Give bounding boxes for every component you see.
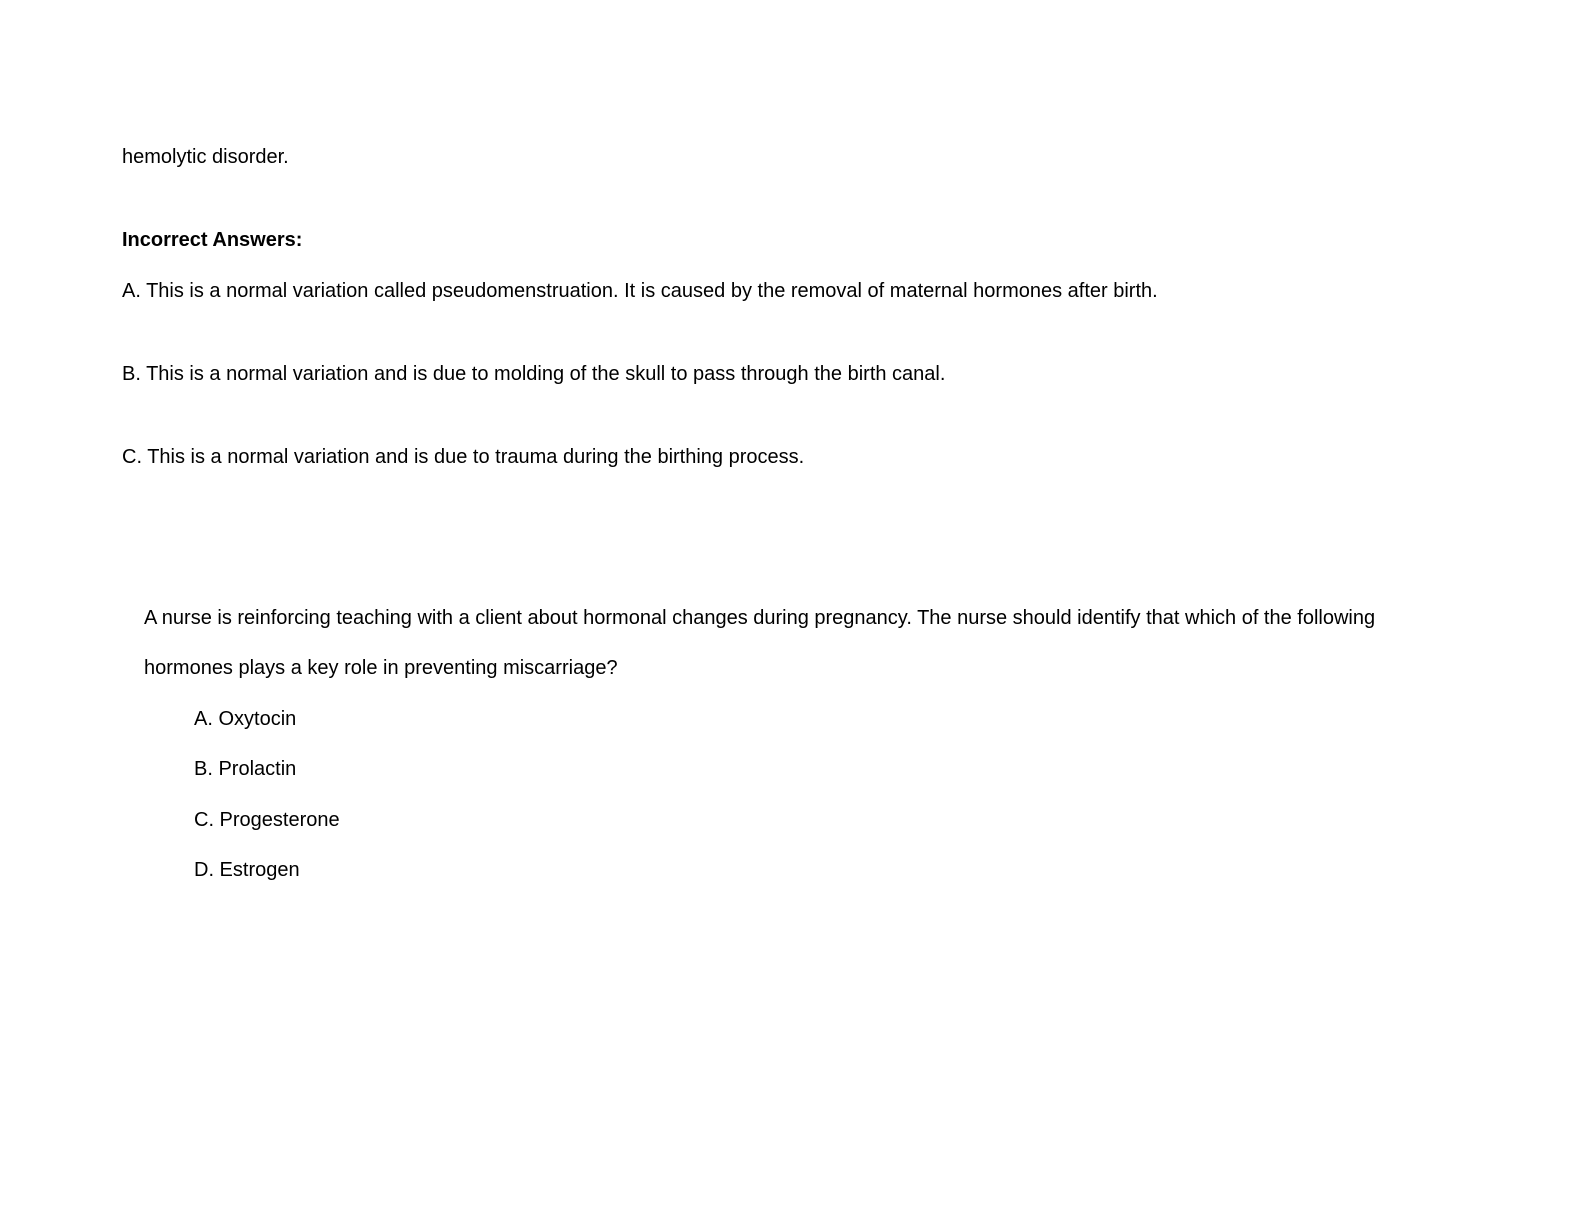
incorrect-answers-heading: Incorrect Answers:	[122, 229, 303, 251]
option-b: B. Prolactin	[194, 758, 297, 780]
incorrect-answer-c: C. This is a normal variation and is due to trauma during the birthing process.	[122, 446, 805, 468]
option-a: A. Oxytocin	[194, 708, 297, 730]
option-c: C. Progesterone	[194, 809, 340, 831]
question-stem-line-1: A nurse is reinforcing teaching with a client about hormonal changes during pregnancy. The nurse should identify that which of the following	[144, 607, 1376, 629]
question-stem-line-2: hormones plays a key role in preventing miscarriage?	[144, 657, 618, 679]
option-d: D. Estrogen	[194, 859, 300, 881]
incorrect-answer-b: B. This is a normal variation and is due to molding of the skull to pass through the birth canal.	[122, 363, 946, 385]
incorrect-answer-a: A. This is a normal variation called pseudomenstruation. It is caused by the removal of maternal hormones after birth.	[122, 280, 1158, 302]
continuation-text: hemolytic disorder.	[122, 146, 289, 168]
